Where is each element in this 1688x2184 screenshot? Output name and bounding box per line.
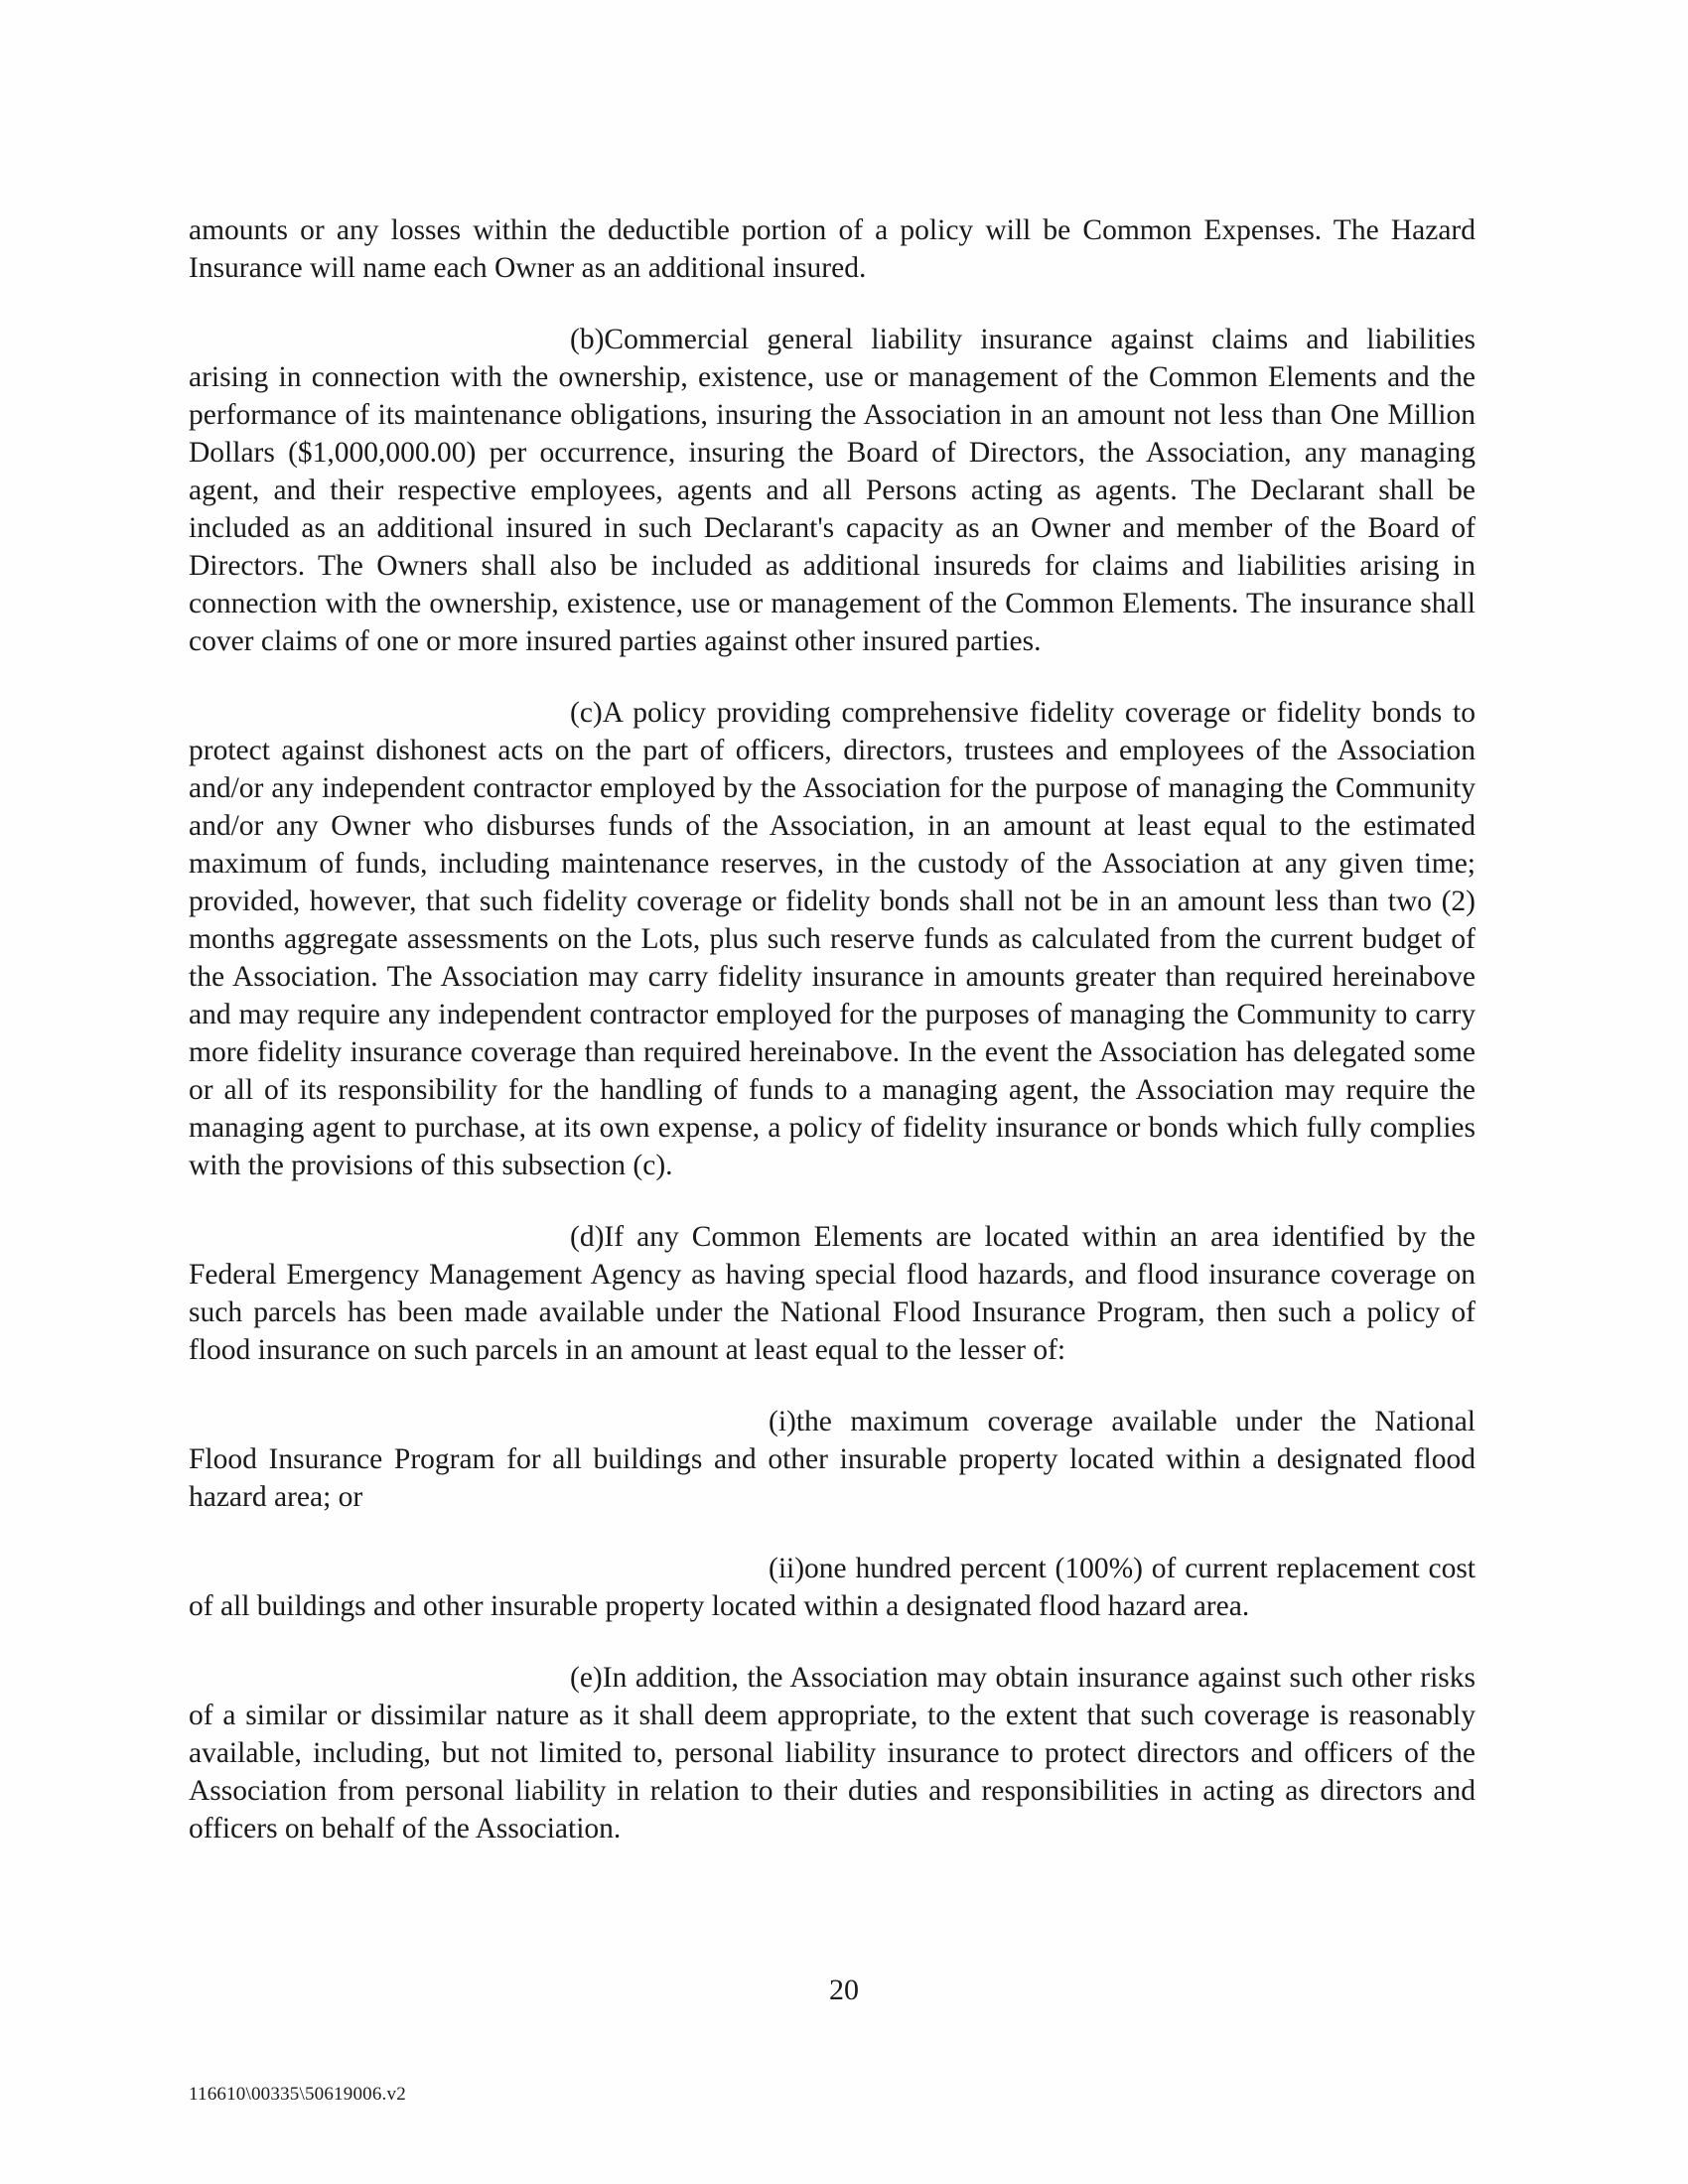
paragraph-text: Commercial general liability insurance against claims and liabilities arising in connection with the ownership, existence, use or management of the Common Elements and the performance of its maintenance obligations, insuring the Association in an amount not less than One Million Dollars ($1,000,000.00) per occurrence, insuring the Board of Directors, the Association, any managing agent, and their respective employees, agents and all Persons acting as agents. The Declarant shall be included as an additional insured in such Declarant's capacity as an Owner and member of the Board of Directors. The Owners shall also be included as additional insureds for claims and liabilities arising in connection with the ownership, existence, use or management of the Common Elements. The insurance shall cover claims of one or more insured parties against other insured parties. — [189, 324, 1476, 657]
subparagraph-ii-replacement-cost — [189, 1550, 1476, 1625]
page-number: 20 — [829, 1974, 859, 2006]
paragraph-label: (ii) — [769, 1553, 805, 1584]
document-id: 116610\00335\50619006.v2 — [189, 2084, 406, 2105]
paragraph-e-other-risks — [189, 1659, 1476, 1847]
paragraph-continuation — [189, 211, 1476, 287]
paragraph-text: If any Common Elements are located within an area identified by the Federal Emergency Management Agency as having special flood hazards, and flood insurance coverage on such parcels has been made available under the National Flood Insurance Program, then such a policy of flood insurance on such parcels in an amount at least equal to the lesser of: — [189, 1221, 1476, 1366]
paragraph-label: (d) — [570, 1221, 605, 1253]
paragraph-label: (e) — [570, 1662, 603, 1694]
paragraph-label: (b) — [570, 324, 605, 355]
paragraph-b-liability-insurance — [189, 321, 1476, 660]
document-body — [189, 211, 1476, 1881]
paragraph-c-fidelity-coverage — [189, 694, 1476, 1184]
paragraph-label: (i) — [769, 1406, 796, 1437]
paragraph-text: one hundred percent (100%) of current replacement cost of all buildings and other insurable property located within a designated flood hazard area. — [189, 1553, 1476, 1622]
paragraph-label: (c) — [570, 697, 603, 729]
paragraph-d-flood-insurance — [189, 1218, 1476, 1369]
subparagraph-i-maximum-coverage — [189, 1403, 1476, 1516]
paragraph-text: A policy providing comprehensive fidelity coverage or fidelity bonds to protect against dishonest acts on the part of officers, directors, trustees and employees of the Association and/or any independent contractor employed by the Association for the purpose of managing the Community and/or any Owner who disburses funds of the Association, in an amount at least equal to the estimated maximum of funds, including maintenance reserves, in the custody of the Association at any given time; provided, however, that such fidelity coverage or fidelity bonds shall not be in an amount less than two (2) months aggregate assessments on the Lots, plus such reserve funds as calculated from the current budget of the Association. The Association may carry fidelity insurance in amounts greater than required hereinabove and may require any independent contractor employed for the purposes of managing the Community to carry more fidelity insurance coverage than required hereinabove. In the event the Association has delegated some or all of its responsibility for the handling of funds to a managing agent, the Association may require the managing agent to purchase, at its own expense, a policy of fidelity insurance or bonds which fully complies with the provisions of this subsection (c). — [189, 697, 1476, 1181]
paragraph-text: In addition, the Association may obtain insurance against such other risks of a similar or dissimilar nature as it shall deem appropriate, to the extent that such coverage is reasonably available, including, but not limited to, personal liability insurance to protect directors and officers of the Association from personal liability in relation to their duties and responsibilities in acting as directors and officers on behalf of the Association. — [189, 1662, 1476, 1844]
paragraph-text: the maximum coverage available under the National Flood Insurance Program for all buildings and other insurable property located within a designated flood hazard area; or — [189, 1406, 1476, 1513]
paragraph-text: amounts or any losses within the deductible portion of a policy will be Common Expenses. The Hazard Insurance will name each Owner as an additional insured. — [189, 214, 1476, 284]
